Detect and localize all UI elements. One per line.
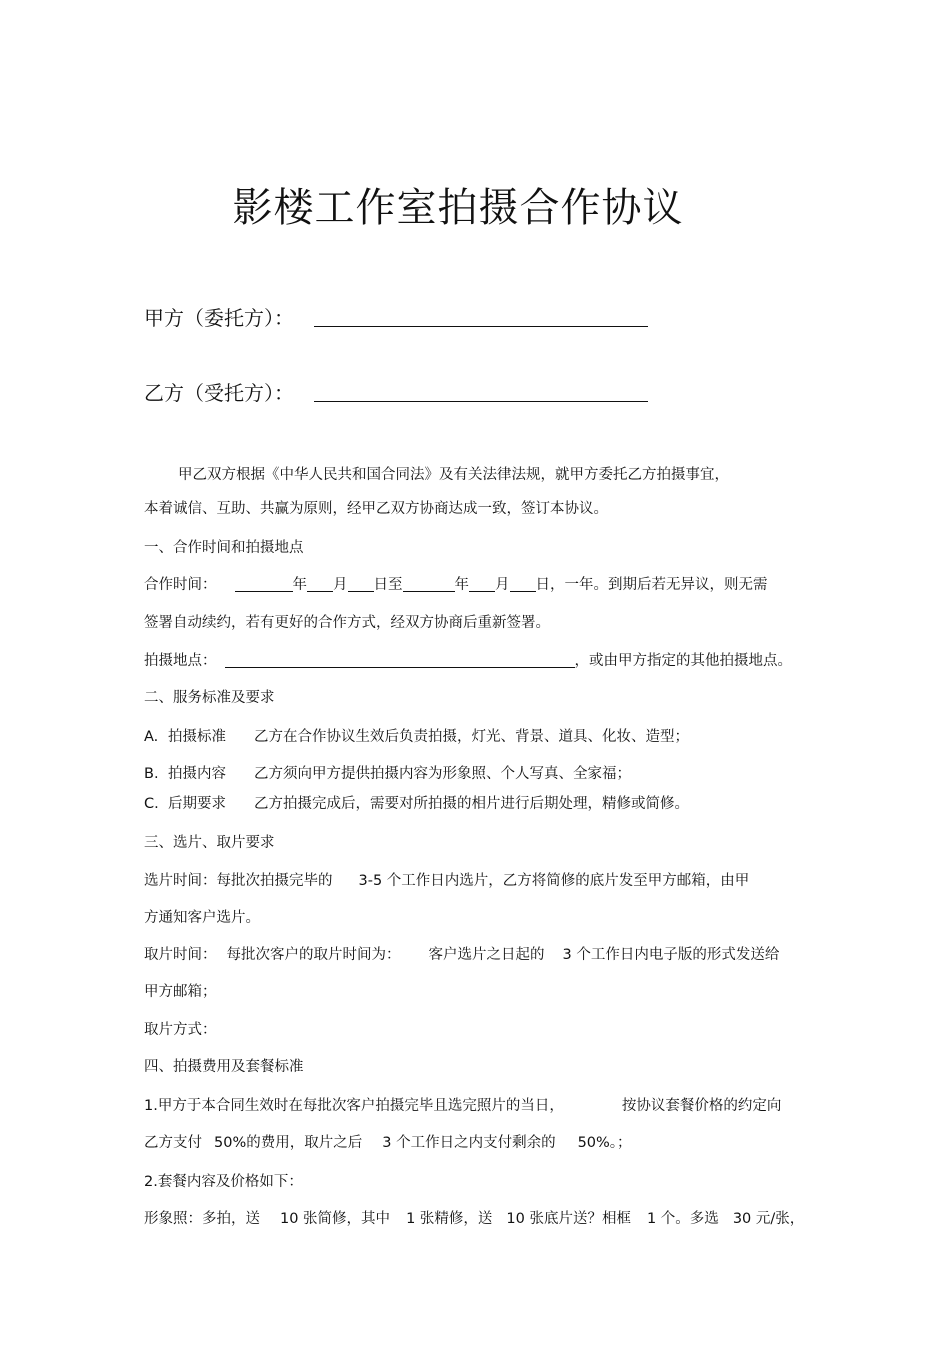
pick-time-cont: 甲方邮箱； [144, 984, 217, 1000]
start-year-blank [235, 577, 293, 592]
fee-1-e: 3 个工作日之内支付剩余的 [382, 1135, 556, 1151]
service-item-a [144, 725, 689, 746]
section-1-heading: 一、合作时间和拍摄地点 [144, 540, 304, 556]
location-row [144, 649, 792, 670]
end-day-blank [510, 577, 536, 592]
month-text: 月 [333, 577, 348, 593]
party-b-label: 乙方（受托方）： [144, 381, 294, 405]
pick-time-b: 每批次客户的取片时间为： [226, 947, 401, 963]
fee-1-b: 按协议套餐价格的约定向 [621, 1098, 782, 1114]
fee-3-d: 10 张底片送？相框 [506, 1211, 631, 1227]
item-a-letter: A. [144, 729, 159, 745]
party-b-blank [314, 400, 648, 402]
fee-1-c: 乙方支付 [144, 1135, 202, 1151]
pick-time-a: 取片时间： [144, 947, 217, 963]
intro-line-1: 甲乙双方根据《中华人民共和国合同法》及有关法律法规，就甲方委托乙方拍摄事宜， [178, 467, 729, 483]
party-a-label: 甲方（委托方）： [144, 306, 294, 330]
start-day-blank [348, 577, 374, 592]
party-b-row [144, 377, 648, 406]
end-year-blank [403, 577, 455, 592]
select-time-cont: 方通知客户选片。 [144, 910, 260, 926]
select-time-b: 3-5 个工作日内选片，乙方将简修的底片发至甲方邮箱，由甲 [358, 873, 750, 889]
item-b-letter: B. [144, 766, 159, 782]
pick-time-row [144, 943, 779, 964]
fee-3-f: 30 元/张， [732, 1211, 805, 1227]
service-item-c [144, 792, 689, 813]
time-label: 合作时间： [144, 577, 217, 593]
end-month-text: 月 [495, 577, 510, 593]
select-time-row [144, 869, 749, 890]
fee-para-3 [144, 1207, 804, 1228]
fee-para-2: 2.套餐内容及价格如下： [144, 1174, 303, 1190]
item-c-letter: C. [144, 796, 159, 812]
cooperation-time-row [144, 573, 768, 594]
item-b-name: 拍摄内容 [168, 766, 226, 782]
section-4-heading: 四、拍摄费用及套餐标准 [144, 1059, 304, 1075]
item-b-desc: 乙方须向甲方提供拍摄内容为形象照、个人写真、全家福； [254, 766, 631, 782]
fee-3-e: 1 个。多选 [646, 1211, 719, 1227]
fee-para-1-cont [144, 1131, 632, 1152]
year-text: 年 [292, 577, 307, 593]
pick-method: 取片方式： [144, 1022, 217, 1038]
end-year-text: 年 [454, 577, 469, 593]
service-item-b [144, 762, 631, 783]
fee-para-1 [144, 1094, 781, 1115]
location-label: 拍摄地点： [144, 653, 217, 669]
item-c-desc: 乙方拍摄完成后，需要对所拍摄的相片进行后期处理，精修或简修。 [254, 796, 689, 812]
select-time-a: 选片时间：每批次拍摄完毕的 [144, 873, 333, 889]
start-month-blank [307, 577, 333, 592]
intro-line-2: 本着诚信、互助、共赢为原则，经甲乙双方协商达成一致，签订本协议。 [144, 501, 608, 517]
day-to-text: 日至 [373, 577, 403, 593]
page-title: 影楼工作室拍摄合作协议 [232, 185, 684, 231]
pick-time-c: 客户选片之日起的 [428, 947, 545, 963]
location-tail: ，或由甲方指定的其他拍摄地点。 [574, 653, 792, 669]
renew-line: 签署自动续约，若有更好的合作方式，经双方协商后重新签署。 [144, 615, 550, 631]
item-a-name: 拍摄标准 [168, 729, 226, 745]
party-a-blank [314, 325, 648, 327]
fee-1-a: 1.甲方于本合同生效时在每批次客户拍摄完毕且选完照片的当日， [144, 1098, 564, 1114]
section-3-heading: 三、选片、取片要求 [144, 835, 275, 851]
end-day-text: 日，一年。到期后若无异议，则无需 [535, 577, 768, 593]
fee-3-b: 10 张简修，其中 [280, 1211, 391, 1227]
pick-time-d: 3 个工作日内电子版的形式发送给 [562, 947, 780, 963]
item-a-desc: 乙方在合作协议生效后负责拍摄，灯光、背景、道具、化妆、造型； [254, 729, 689, 745]
section-2-heading: 二、服务标准及要求 [144, 690, 275, 706]
fee-3-a: 形象照：多拍，送 [144, 1211, 260, 1227]
fee-1-d: 50%的费用，取片之后 [214, 1135, 363, 1151]
fee-1-f: 50%。； [577, 1135, 632, 1151]
fee-3-c: 1 张精修，送 [406, 1211, 493, 1227]
party-a-row [144, 302, 648, 331]
item-c-name: 后期要求 [168, 796, 226, 812]
location-blank [225, 653, 575, 668]
end-month-blank [469, 577, 495, 592]
